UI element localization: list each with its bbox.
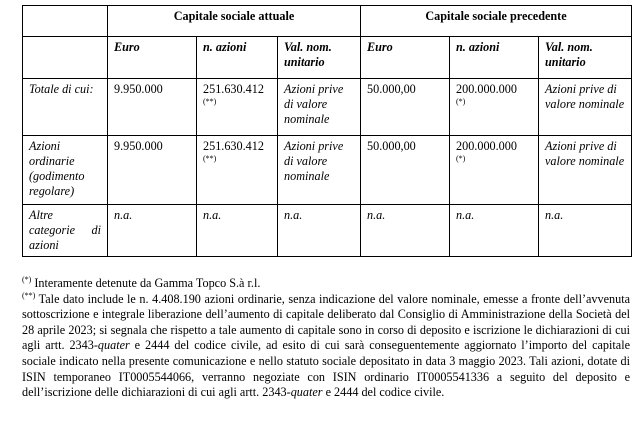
group-header-current: Capitale sociale attuale [108,6,361,37]
row-label: Totale di cui: [23,79,108,136]
col-header-nominal-value: Val. nom. unitario [539,37,632,79]
footnote-text: e 2444 del codice civile, ad esito di cui sarà conseguentemente aggiornato l’importo del capitale sociale indicato nella presente comunicazione e nello statuto sociale depositato in data 3 maggio 2023. Tali azioni, dotate di ISIN temporaneo IT0005544066, verranno negoziate con ISIN ordinario IT0005541336 a seguito del deposito e dell’iscrizione delle dichiarazioni di cui agli artt. 2343- [22,338,630,400]
table-row [23,205,632,257]
col-header-euro: Euro [361,37,450,79]
table-cell: 50.000,00 [361,136,450,205]
share-capital-table [22,5,632,257]
table-cell: n.a. [108,205,197,257]
table-row [23,79,632,136]
footnote-text: Interamente detenute da Gamma Topco S.à r.l. [31,276,261,290]
footnote-text: e 2444 del codice civile. [322,385,445,400]
cell-value: 200.000.000 [456,82,517,96]
table-cell: Azioni prive di valore nominale [278,136,361,205]
cell-value: 251.630.412 [203,82,264,96]
table-cell: n.a. [278,205,361,257]
table-cell [450,136,539,205]
cell-value: 251.630.412 [203,139,264,153]
corner-cell [23,6,108,37]
cell-value: 200.000.000 [456,139,517,153]
table-cell: n.a. [361,205,450,257]
row-label: Azioni ordinarie (godimento regolare) [23,136,108,205]
table-cell: 50.000,00 [361,79,450,136]
table-cell: 9.950.000 [108,79,197,136]
footnote-italic: quater [97,338,130,353]
footnote-mark: (*) [456,97,466,106]
footnote-1 [22,276,630,292]
footnote-text: Tale dato include le n. 4.408.190 azioni ordinarie, senza indicazione del valore nominale, emesse a fronte dell’avvenuta sottoscrizione e integrale liberazione dell’aumento di capitale deliberato dal Consiglio di Amministrazione della Società del 28 aprile 2023; si segnala che rispetto a tale aumento di capitale sono in corso di deposito e iscrizione le dichiarazioni di cui agli artt. 2343- [22,291,630,353]
footnote-mark: (*) [456,154,466,163]
table-cell: Azioni prive di valore nominale [278,79,361,136]
table-cell: n.a. [197,205,278,257]
footnote-2 [22,292,630,401]
table-cell: Azioni prive di valore nominale [539,79,632,136]
col-header-euro: Euro [108,37,197,79]
footnote-mark: (*) [22,274,32,284]
table-cell [450,79,539,136]
table-cell: 9.950.000 [108,136,197,205]
table-cell [197,79,278,136]
table-cell: Azioni prive di valore nominale [539,136,632,205]
table-cell: n.a. [450,205,539,257]
empty-header-cell [23,37,108,79]
table-cell [197,136,278,205]
table-row [23,136,632,205]
footnotes [22,276,630,401]
footnote-mark: (**) [203,97,217,106]
group-header-previous: Capitale sociale precedente [361,6,632,37]
col-header-shares: n. azioni [197,37,278,79]
col-header-nominal-value: Val. nom. unitario [278,37,361,79]
footnote-mark: (**) [203,154,217,163]
row-label: Altre categorie di azioni [23,205,108,257]
table-cell: n.a. [539,205,632,257]
col-header-shares: n. azioni [450,37,539,79]
footnote-mark: (**) [22,290,36,300]
footnote-italic: quater [290,385,323,400]
